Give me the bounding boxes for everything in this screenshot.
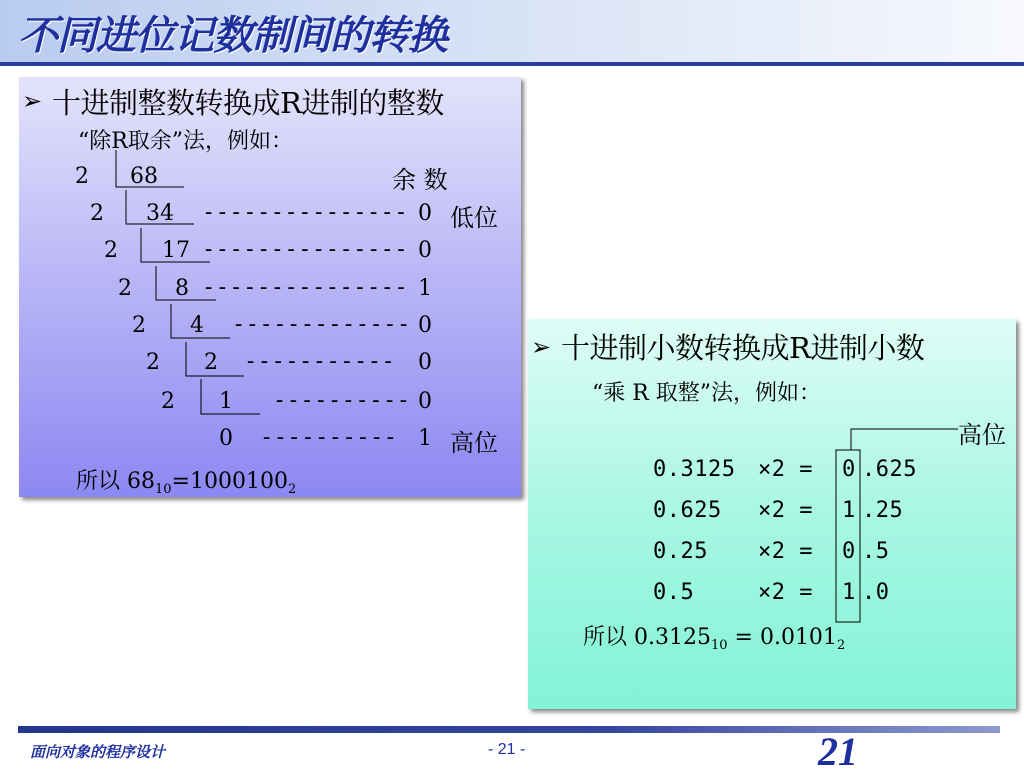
- dash-line-6: ----------: [273, 388, 411, 413]
- fraction-row-1-mult: ×2 =: [758, 457, 813, 482]
- remainder-4: 0: [418, 313, 432, 338]
- divisor-6: 2: [161, 389, 175, 414]
- bullet-arrow-icon: ➢: [22, 87, 43, 115]
- fraction-row-2-mult: ×2 =: [758, 498, 813, 523]
- dividend-5: 2: [204, 350, 218, 375]
- fraction-row-1-frac: .625: [862, 457, 917, 482]
- bracket-6: [201, 379, 260, 414]
- remainder-1: 0: [418, 201, 432, 226]
- bracket-2: [141, 228, 210, 262]
- fraction-row-4-frac: .0: [862, 580, 890, 605]
- remainder-5: 0: [418, 350, 432, 375]
- remainder-6: 0: [418, 389, 432, 414]
- dash-line-4: -------------: [232, 312, 411, 337]
- dash-line-7: ----------: [260, 425, 398, 450]
- dividend-6: 1: [219, 389, 233, 414]
- dividend-1: 34: [146, 201, 174, 226]
- slide-number: 21: [818, 729, 858, 774]
- divisor-2: 2: [104, 238, 118, 263]
- fraction-row-4-int: 1: [842, 580, 856, 605]
- fraction-row-1-int: 0: [842, 457, 856, 482]
- high-bit-label-right: 高位: [958, 421, 1006, 449]
- fraction-row-2-int: 1: [842, 498, 856, 523]
- dash-line-5: -----------: [244, 349, 396, 374]
- division-brackets: [116, 150, 260, 414]
- remainder-7: 1: [418, 426, 432, 451]
- integer-conversion-heading: 十进制整数转换成R进制的整数: [52, 86, 444, 120]
- divisor-0: 2: [75, 164, 89, 189]
- remainder-column-label: 余 数: [392, 166, 448, 194]
- high-bit-pointer: [851, 429, 958, 450]
- bracket-0: [116, 150, 184, 187]
- dividend-2: 17: [162, 238, 190, 263]
- bracket-4: [171, 304, 230, 338]
- fraction-row-4-value: 0.5: [653, 580, 695, 605]
- fraction-row-3-value: 0.25: [653, 539, 708, 564]
- dash-line-2: ---------------: [202, 237, 409, 262]
- slide-title: 不同进位记数制间的转换: [18, 13, 447, 59]
- bracket-3: [156, 266, 216, 300]
- fraction-row-2-frac: .25: [862, 498, 904, 523]
- divisor-4: 2: [132, 313, 146, 338]
- integer-column-box: [836, 450, 860, 622]
- integer-method-text: “乘 R 取整”法，例如：: [592, 381, 822, 406]
- low-bit-label: 低位: [450, 204, 498, 232]
- high-bit-label: 高位: [450, 429, 498, 457]
- bracket-1: [126, 190, 194, 224]
- dividend-4: 4: [190, 313, 204, 338]
- bracket-5: [186, 342, 244, 376]
- fraction-row-3-mult: ×2 =: [758, 539, 813, 564]
- dividend-7: 0: [219, 426, 233, 451]
- bullet-arrow-icon: ➢: [531, 333, 552, 361]
- fraction-conversion-heading: 十进制小数转换成R进制小数: [561, 331, 925, 365]
- divisor-5: 2: [146, 350, 160, 375]
- remainder-method-text: “除R取余”法，例如：: [78, 129, 294, 154]
- integer-part-marker: [836, 429, 958, 622]
- dividend-0: 68: [130, 164, 158, 189]
- divisor-3: 2: [118, 276, 132, 301]
- dash-line-3: ---------------: [202, 275, 409, 300]
- course-name: 面向对象的程序设计: [30, 743, 166, 761]
- fraction-row-3-frac: .5: [862, 539, 890, 564]
- fraction-result: 所以 $0.3125_{10} = 0.0101_2$: [583, 625, 846, 653]
- fraction-row-2-value: 0.625: [653, 498, 722, 523]
- remainder-2: 0: [418, 238, 432, 263]
- page-indicator: - 21 -: [488, 741, 526, 758]
- dash-line-1: ---------------: [202, 200, 409, 225]
- divisor-1: 2: [90, 201, 104, 226]
- fraction-row-1-value: 0.3125: [653, 457, 736, 482]
- dividend-3: 8: [175, 276, 189, 301]
- fraction-row-3-int: 0: [842, 539, 856, 564]
- fraction-row-4-mult: ×2 =: [758, 580, 813, 605]
- integer-result: 所以 $68_{10}=1000100_2$: [76, 469, 297, 497]
- remainder-3: 1: [418, 276, 432, 301]
